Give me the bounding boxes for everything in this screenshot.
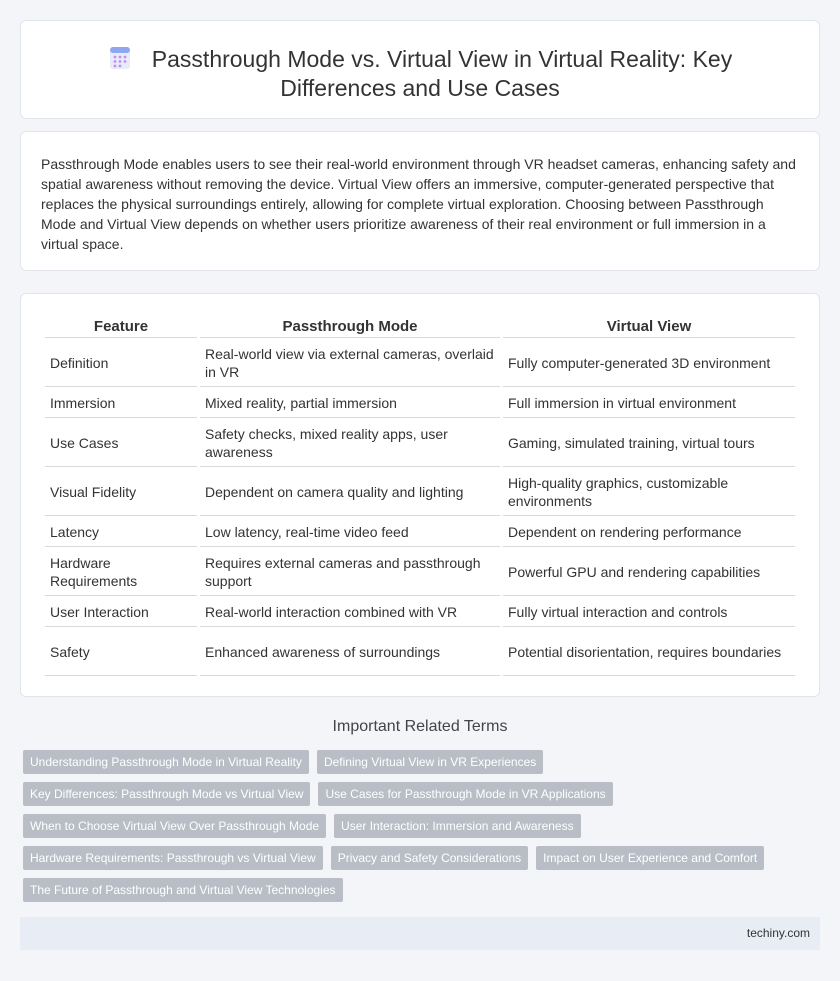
- page-title: Passthrough Mode vs. Virtual View in Virtual Reality: Key Differences and Use Cases: [151, 46, 733, 101]
- footer: [20, 917, 820, 950]
- table-row: [45, 338, 795, 387]
- title-wrap: [21, 45, 819, 103]
- table-row: [45, 596, 795, 627]
- comparison-table: [42, 316, 798, 676]
- table-row: [45, 547, 795, 596]
- feature-cell: Safety: [45, 627, 197, 676]
- related-terms-list: [23, 750, 813, 910]
- header-feature: Feature: [45, 316, 197, 338]
- related-term-tag[interactable]: Privacy and Safety Considerations: [331, 846, 528, 870]
- related-term-tag[interactable]: User Interaction: Immersion and Awareness: [334, 814, 581, 838]
- table-header-row: [45, 316, 795, 338]
- related-term-tag[interactable]: Use Cases for Passthrough Mode in VR Applications: [318, 782, 612, 806]
- related-term-tag[interactable]: Impact on User Experience and Comfort: [536, 846, 764, 870]
- passthrough-cell: Enhanced awareness of surroundings: [200, 627, 500, 676]
- table-row: [45, 387, 795, 418]
- table-row: [45, 418, 795, 467]
- table-row: [45, 516, 795, 547]
- tag-row: [23, 846, 813, 870]
- virtual-view-cell: High-quality graphics, customizable environments: [503, 467, 795, 516]
- passthrough-cell: Low latency, real-time video feed: [200, 516, 500, 547]
- header-virtual-view: Virtual View: [503, 316, 795, 338]
- passthrough-cell: Real-world view via external cameras, overlaid in VR: [200, 338, 500, 387]
- feature-cell: Use Cases: [45, 418, 197, 467]
- header-passthrough: Passthrough Mode: [200, 316, 500, 338]
- tag-row: [23, 782, 813, 806]
- tag-row: [23, 750, 813, 774]
- table-row: [45, 467, 795, 516]
- feature-cell: User Interaction: [45, 596, 197, 627]
- feature-cell: Visual Fidelity: [45, 467, 197, 516]
- related-term-tag[interactable]: Defining Virtual View in VR Experiences: [317, 750, 543, 774]
- related-term-tag[interactable]: The Future of Passthrough and Virtual View Technologies: [23, 878, 343, 902]
- passthrough-cell: Real-world interaction combined with VR: [200, 596, 500, 627]
- feature-cell: Immersion: [45, 387, 197, 418]
- virtual-view-cell: Powerful GPU and rendering capabilities: [503, 547, 795, 596]
- related-term-tag[interactable]: Understanding Passthrough Mode in Virtual Reality: [23, 750, 309, 774]
- virtual-view-cell: Fully virtual interaction and controls: [503, 596, 795, 627]
- virtual-view-cell: Dependent on rendering performance: [503, 516, 795, 547]
- passthrough-cell: Requires external cameras and passthrough support: [200, 547, 500, 596]
- feature-cell: Hardware Requirements: [45, 547, 197, 596]
- virtual-view-cell: Full immersion in virtual environment: [503, 387, 795, 418]
- related-term-tag[interactable]: When to Choose Virtual View Over Passthrough Mode: [23, 814, 326, 838]
- title-card: [20, 20, 820, 119]
- document-grid-icon: [108, 46, 132, 70]
- feature-cell: Latency: [45, 516, 197, 547]
- tag-row: [23, 814, 813, 838]
- virtual-view-cell: Fully computer-generated 3D environment: [503, 338, 795, 387]
- related-term-tag[interactable]: Key Differences: Passthrough Mode vs Virtual View: [23, 782, 310, 806]
- passthrough-cell: Safety checks, mixed reality apps, user awareness: [200, 418, 500, 467]
- tag-row: [23, 878, 813, 902]
- passthrough-cell: Mixed reality, partial immersion: [200, 387, 500, 418]
- virtual-view-cell: Potential disorientation, requires boundaries: [503, 627, 795, 676]
- feature-cell: Definition: [45, 338, 197, 387]
- intro-card: [20, 131, 820, 271]
- comparison-card: [20, 293, 820, 697]
- footer-site-link[interactable]: techiny.com: [746, 926, 810, 940]
- virtual-view-cell: Gaming, simulated training, virtual tours: [503, 418, 795, 467]
- passthrough-cell: Dependent on camera quality and lighting: [200, 467, 500, 516]
- intro-paragraph: Passthrough Mode enables users to see their real-world environment through VR headset cameras, enhancing safety and spatial awareness without removing the device. Virtual View offers an immersive, computer-generated perspective that replaces the physical surroundings entirely, allowing for complete virtual exploration. Choosing between Passthrough Mode and Virtual View depends on whether users prioritize awareness of their real environment or full immersion in a virtual space.: [41, 156, 796, 252]
- related-term-tag[interactable]: Hardware Requirements: Passthrough vs Virtual View: [23, 846, 323, 870]
- table-row: [45, 627, 795, 676]
- related-terms-heading: Important Related Terms: [332, 718, 508, 735]
